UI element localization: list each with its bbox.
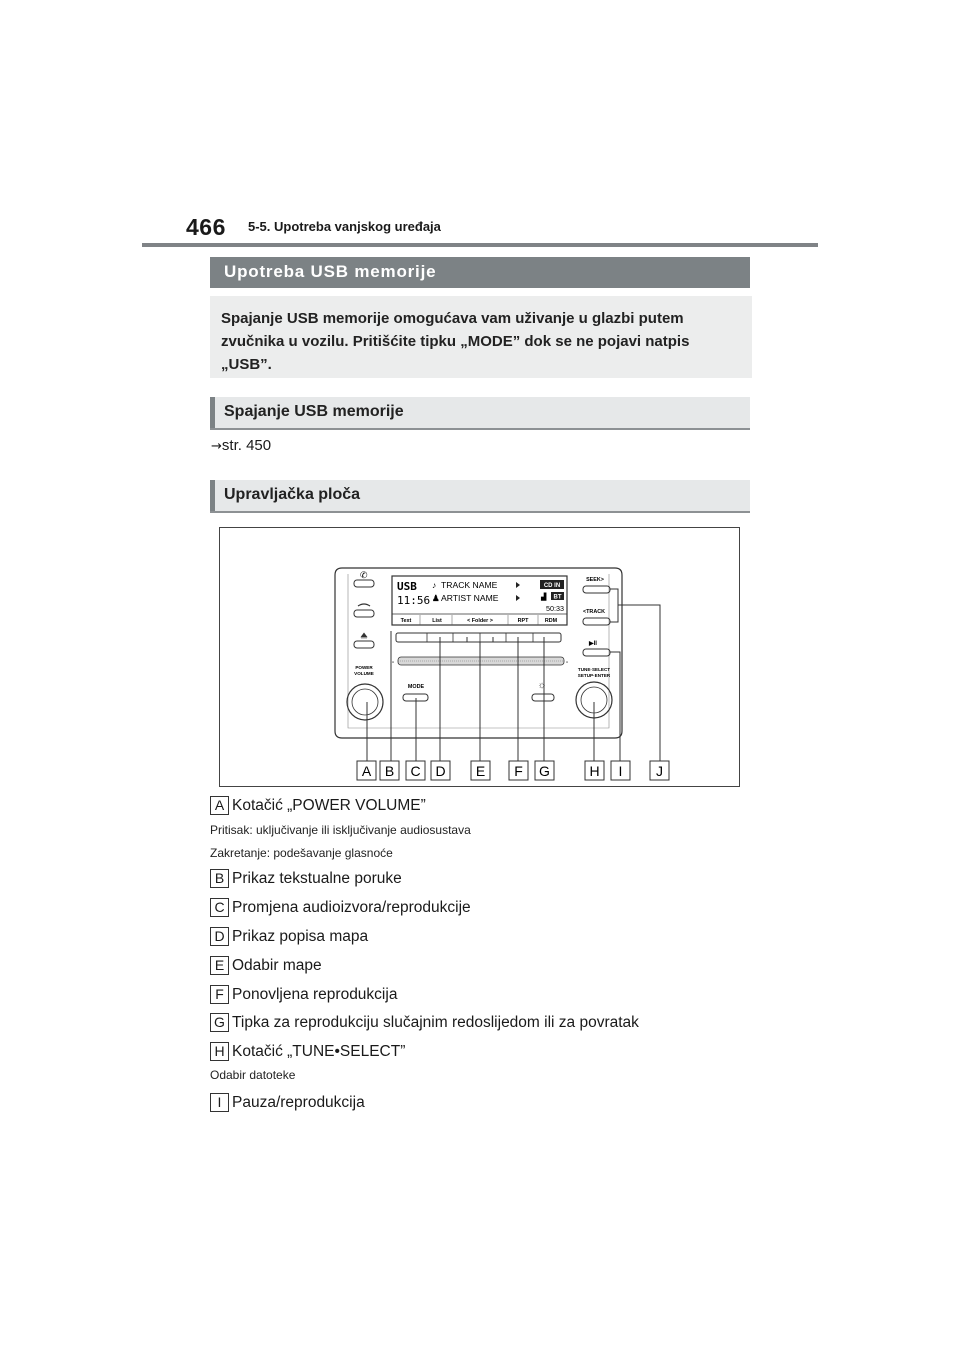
item-text-h: Kotačić „TUNE•SELECT” <box>232 1043 406 1060</box>
phone-icon: ✆ <box>360 570 368 580</box>
cd-in-text: CD IN <box>543 583 561 589</box>
mode-label: MODE <box>407 684 425 690</box>
page-reference-text: str. 450 <box>221 437 272 454</box>
callout-a: A <box>361 763 372 779</box>
tune-label-2: SETUP·ENTER <box>577 673 611 678</box>
slot-bracket-right: ▫ <box>566 660 569 666</box>
intro-box <box>210 296 752 378</box>
item-label-e: E <box>210 956 229 975</box>
callout-c: C <box>410 763 421 779</box>
callout-h: H <box>589 763 600 779</box>
play-pause-icon: ▶II <box>589 641 597 647</box>
subheading-upravljacka <box>210 480 750 513</box>
item-text-g: Tipka za reprodukciju slučajnim redoslijedom ili za povratak <box>232 1014 639 1031</box>
callout-labels <box>357 761 669 780</box>
item-text-d: Prikaz popisa mapa <box>232 928 369 945</box>
item-label-i: I <box>210 1093 229 1112</box>
intro-text: Spajanje USB memorije omogućava vam uživanje u glazbi putem zvučnika u vozilu. Pritišćite tipku „MODE” dok se ne pojavi natpis „USB”. <box>221 310 690 373</box>
display-track: TRACK NAME <box>441 580 498 590</box>
page-reference <box>211 437 271 454</box>
item-text-c: Promjena audioizvora/reprodukcije <box>232 899 471 916</box>
section-title: 5-5. Upotreba vanjskog uređaja <box>248 219 441 234</box>
music-note-icon: ♪ <box>432 580 437 590</box>
item-text-e: Odabir mape <box>232 957 322 974</box>
soft-key-rpt: RPT <box>517 618 529 624</box>
callout-e: E <box>475 763 486 779</box>
item-label-b: B <box>210 869 229 888</box>
person-icon: ♟ <box>432 593 440 603</box>
item-text-b: Prikaz tekstualne poruke <box>232 870 402 887</box>
control-panel-figure <box>219 527 740 787</box>
item-label-f: F <box>210 985 229 1004</box>
callout-b: B <box>384 763 395 779</box>
slot-bracket-left: ▫ <box>392 660 395 666</box>
signal-icon: ▟ <box>541 594 547 601</box>
callout-j: J <box>656 763 663 779</box>
item-text-i: Pauza/reprodukcija <box>232 1094 365 1111</box>
item-label-d: D <box>210 927 229 946</box>
main-heading: Upotreba USB memorije <box>210 257 750 288</box>
header-rule <box>142 243 818 247</box>
brightness-icon: ☼ <box>537 680 547 691</box>
item-label-h: H <box>210 1042 229 1061</box>
bt-text: BT <box>553 594 562 601</box>
display-elapsed: 50:33 <box>546 604 564 613</box>
callout-d: D <box>435 763 446 779</box>
heading-bar <box>210 480 215 511</box>
display-time: 11:56 <box>397 594 431 607</box>
soft-key-text: Text <box>400 618 412 624</box>
seek-label: SEEK> <box>586 577 604 583</box>
subheading-spajanje <box>210 397 750 430</box>
subheading-spajanje-text: Spajanje USB memorije <box>224 403 404 420</box>
item-label-g: G <box>210 1013 229 1032</box>
item-text-a: Kotačić „POWER VOLUME” <box>232 797 426 814</box>
subheading-upravljacka-text: Upravljačka ploča <box>224 486 361 503</box>
callout-g: G <box>539 763 550 779</box>
callout-i: I <box>618 763 623 779</box>
heading-bar <box>210 397 215 428</box>
soft-key-rdm: RDM <box>544 618 558 624</box>
callout-f: F <box>514 763 523 779</box>
tune-label-1: TUNE·SELECT <box>577 667 611 672</box>
audio-unit-illustration <box>220 528 739 786</box>
soft-key-list: List <box>432 618 442 624</box>
track-label: <TRACK <box>582 609 606 615</box>
arrow-icon: → <box>211 439 222 454</box>
page-number: 466 <box>186 214 226 240</box>
item-a-note-press: Pritisak: uključivanje ili isključivanje audiosustava <box>210 823 471 837</box>
item-a-note-turn: Zakretanje: podešavanje glasnoće <box>210 846 393 860</box>
item-h-note: Odabir datoteke <box>210 1068 296 1082</box>
power-label-2: VOLUME <box>354 671 374 676</box>
display-source: USB <box>397 580 417 593</box>
item-text-f: Ponovljena reprodukcija <box>232 986 398 1003</box>
item-label-c: C <box>210 898 229 917</box>
power-label-1: POWER <box>355 665 373 670</box>
item-label-a: A <box>210 796 229 815</box>
display-artist: ARTIST NAME <box>441 593 499 603</box>
soft-key-folder: < Folder > <box>467 618 493 624</box>
